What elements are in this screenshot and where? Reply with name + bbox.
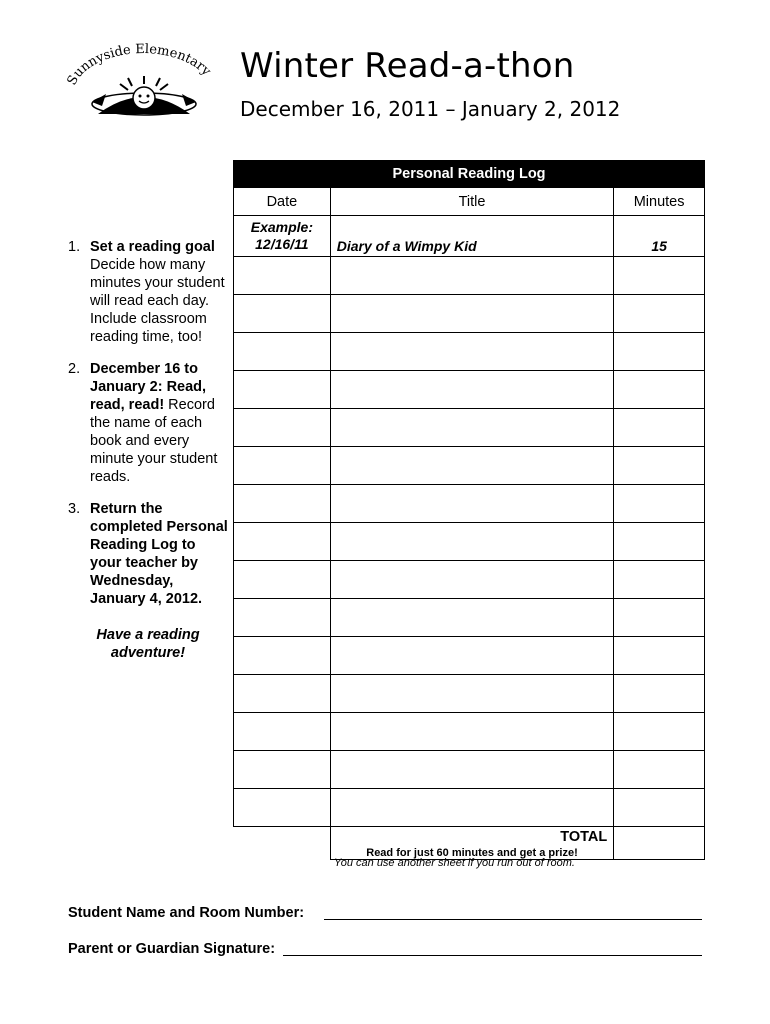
reading-log-table — [233, 160, 705, 860]
parent-signature-field[interactable] — [68, 941, 275, 957]
example-title: Diary of a Wimpy Kid — [330, 216, 613, 257]
entry-date-field[interactable] — [234, 447, 331, 485]
entry-date-field[interactable] — [234, 561, 331, 599]
col-minutes: Minutes — [614, 188, 705, 216]
entry-title-field[interactable] — [330, 447, 613, 485]
entry-title-field[interactable] — [330, 637, 613, 675]
entry-date-field[interactable] — [234, 675, 331, 713]
entry-minutes-field[interactable] — [614, 257, 705, 295]
entry-date-field[interactable] — [234, 295, 331, 333]
entry-minutes-field[interactable] — [614, 675, 705, 713]
entry-minutes-field[interactable] — [614, 713, 705, 751]
prize-note: Read for just 60 minutes and get a prize! — [366, 847, 578, 859]
entry-minutes-field[interactable] — [614, 561, 705, 599]
entry-title-field[interactable] — [330, 789, 613, 827]
entry-title-field[interactable] — [330, 295, 613, 333]
log-entry-row — [234, 637, 705, 675]
parent-signature-label: Parent or Guardian Signature: — [68, 941, 276, 957]
log-entry-row — [234, 561, 705, 599]
entry-date-field[interactable] — [234, 257, 331, 295]
entry-minutes-field[interactable] — [614, 789, 705, 827]
entry-date-field[interactable] — [234, 599, 331, 637]
entry-minutes-field[interactable] — [614, 599, 705, 637]
total-minutes-field[interactable] — [614, 827, 705, 860]
entry-date-field[interactable] — [234, 713, 331, 751]
student-name-label: Student Name and Room Number: — [68, 905, 305, 921]
log-entry-row — [234, 713, 705, 751]
entry-title-field[interactable] — [330, 713, 613, 751]
entry-title-field[interactable] — [330, 523, 613, 561]
svg-text:Sunnyside Elementary — [65, 42, 214, 88]
log-entry-row — [234, 409, 705, 447]
entry-date-field[interactable] — [234, 409, 331, 447]
example-row — [234, 216, 705, 257]
entry-title-field[interactable] — [330, 675, 613, 713]
col-date: Date — [234, 188, 331, 216]
entry-minutes-field[interactable] — [614, 409, 705, 447]
entry-minutes-field[interactable] — [614, 333, 705, 371]
entry-minutes-field[interactable] — [614, 295, 705, 333]
parent-signature-line[interactable] — [283, 955, 702, 956]
log-entry-row — [234, 751, 705, 789]
example-minutes: 15 — [614, 216, 705, 257]
entry-title-field[interactable] — [330, 485, 613, 523]
entry-date-field[interactable] — [234, 751, 331, 789]
entry-date-field[interactable] — [234, 485, 331, 523]
entry-minutes-field[interactable] — [614, 485, 705, 523]
log-entry-row — [234, 447, 705, 485]
log-entry-row — [234, 523, 705, 561]
log-entry-row — [234, 333, 705, 371]
entry-title-field[interactable] — [330, 409, 613, 447]
log-heading: Personal Reading Log — [234, 161, 705, 188]
entry-title-field[interactable] — [330, 371, 613, 409]
total-spacer — [234, 827, 331, 860]
log-entry-row — [234, 599, 705, 637]
example-date: Example: 12/16/11 — [234, 216, 331, 257]
col-title: Title — [330, 188, 613, 216]
log-entry-row — [234, 485, 705, 523]
instructions — [68, 238, 228, 662]
entry-date-field[interactable] — [234, 789, 331, 827]
log-entry-row — [234, 257, 705, 295]
entry-minutes-field[interactable] — [614, 371, 705, 409]
log-entry-row — [234, 371, 705, 409]
log-entry-row — [234, 789, 705, 827]
school-logo — [62, 40, 222, 120]
page-title: Winter Read-a-thon — [240, 46, 575, 86]
extra-sheet-note: You can use another sheet if you run out of room. — [334, 857, 575, 869]
entry-date-field[interactable] — [234, 523, 331, 561]
entry-title-field[interactable] — [330, 333, 613, 371]
entry-title-field[interactable] — [330, 599, 613, 637]
entry-minutes-field[interactable] — [614, 523, 705, 561]
student-name-line[interactable] — [324, 919, 702, 920]
closing-message: Have a reading adventure! — [96, 627, 200, 661]
entry-date-field[interactable] — [234, 371, 331, 409]
entry-minutes-field[interactable] — [614, 637, 705, 675]
step-2: 2. December 16 to January 2: Read, read, read! Record the name of each book and every minute your student reads. — [68, 361, 218, 485]
entry-title-field[interactable] — [330, 561, 613, 599]
student-name-field[interactable] — [68, 905, 304, 921]
event-dates: December 16, 2011 – January 2, 2012 — [240, 97, 621, 121]
entry-title-field[interactable] — [330, 257, 613, 295]
log-entry-row — [234, 295, 705, 333]
entry-date-field[interactable] — [234, 637, 331, 675]
entry-title-field[interactable] — [330, 751, 613, 789]
total-cell: TOTAL Read for just 60 minutes and get a prize! — [330, 827, 613, 860]
step-3: 3. Return the completed Personal Reading Log to your teacher by Wednesday, January 4, 2012. — [68, 501, 228, 607]
total-row — [234, 827, 705, 860]
entry-minutes-field[interactable] — [614, 751, 705, 789]
entry-date-field[interactable] — [234, 333, 331, 371]
entry-minutes-field[interactable] — [614, 447, 705, 485]
step-1: 1. Set a reading goal Decide how many minutes your student will read each day. Include classroom reading time, too! — [68, 239, 225, 345]
log-entry-row — [234, 675, 705, 713]
logo-text: Sunnyside Elementary — [64, 41, 214, 88]
